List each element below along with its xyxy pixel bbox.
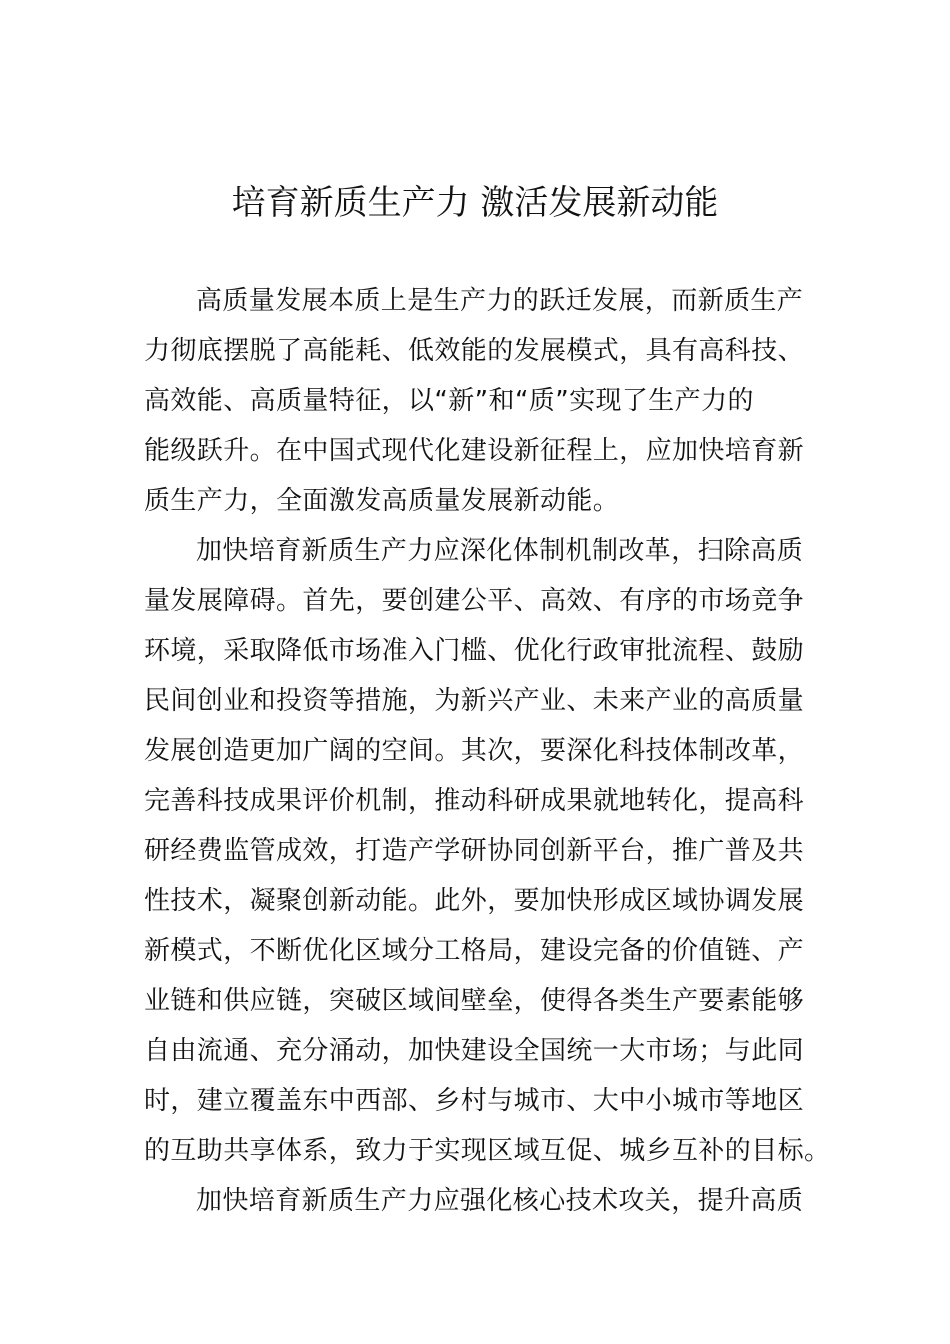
paragraph-1-line-1: 高质量发展本质上是生产力的跃迁发展，而新质生产 (196, 286, 804, 316)
paragraph-2-line-3: 环境，采取降低市场准入门槛、优化行政审批流程、鼓励 (144, 636, 805, 666)
paragraph-3-line-1: 加快培育新质生产力应强化核心技术攻关，提升高质 (196, 1186, 804, 1216)
paragraph-2-line-9: 新模式，不断优化区域分工格局，建设完备的价值链、产 (144, 936, 805, 966)
paragraph-2-line-1: 加快培育新质生产力应深化体制机制改革，扫除高质 (196, 536, 804, 566)
paragraph-2-line-8: 性技术，凝聚创新动能。此外，要加快形成区域协调发展 (144, 886, 805, 916)
document-body (144, 276, 831, 1226)
paragraph-1-line-2: 力彻底摆脱了高能耗、低效能的发展模式，具有高科技、 (144, 336, 805, 366)
paragraph-2-line-11: 自由流通、充分涌动，加快建设全国统一大市场；与此同 (144, 1036, 805, 1066)
paragraph-2-line-2: 量发展障碍。首先，要创建公平、高效、有序的市场竞争 (144, 586, 805, 616)
paragraph-2-line-6: 完善科技成果评价机制，推动科研成果就地转化，提高科 (144, 786, 805, 816)
paragraph-2-line-10: 业链和供应链，突破区域间壁垒，使得各类生产要素能够 (144, 986, 805, 1016)
paragraph-1-line-3: 高效能、高质量特征，以“新”和“质”实现了生产力的 (144, 386, 754, 416)
paragraph-1-line-4: 能级跃升。在中国式现代化建设新征程上，应加快培育新 (144, 436, 805, 466)
paragraph-2-line-4: 民间创业和投资等措施，为新兴产业、未来产业的高质量 (144, 686, 805, 716)
paragraph-2-line-7: 研经费监管成效，打造产学研协同创新平台，推广普及共 (144, 836, 805, 866)
paragraph-2-line-13: 的互助共享体系，致力于实现区域互促、城乡互补的目标。 (144, 1136, 831, 1166)
document-title: 培育新质生产力 激活发展新动能 (231, 183, 719, 223)
paragraph-2-line-12: 时，建立覆盖东中西部、乡村与城市、大中小城市等地区 (144, 1086, 805, 1116)
paragraph-2-line-5: 发展创造更加广阔的空间。其次，要深化科技体制改革， (144, 736, 805, 766)
paragraph-1-line-5: 质生产力，全面激发高质量发展新动能。 (144, 486, 620, 516)
